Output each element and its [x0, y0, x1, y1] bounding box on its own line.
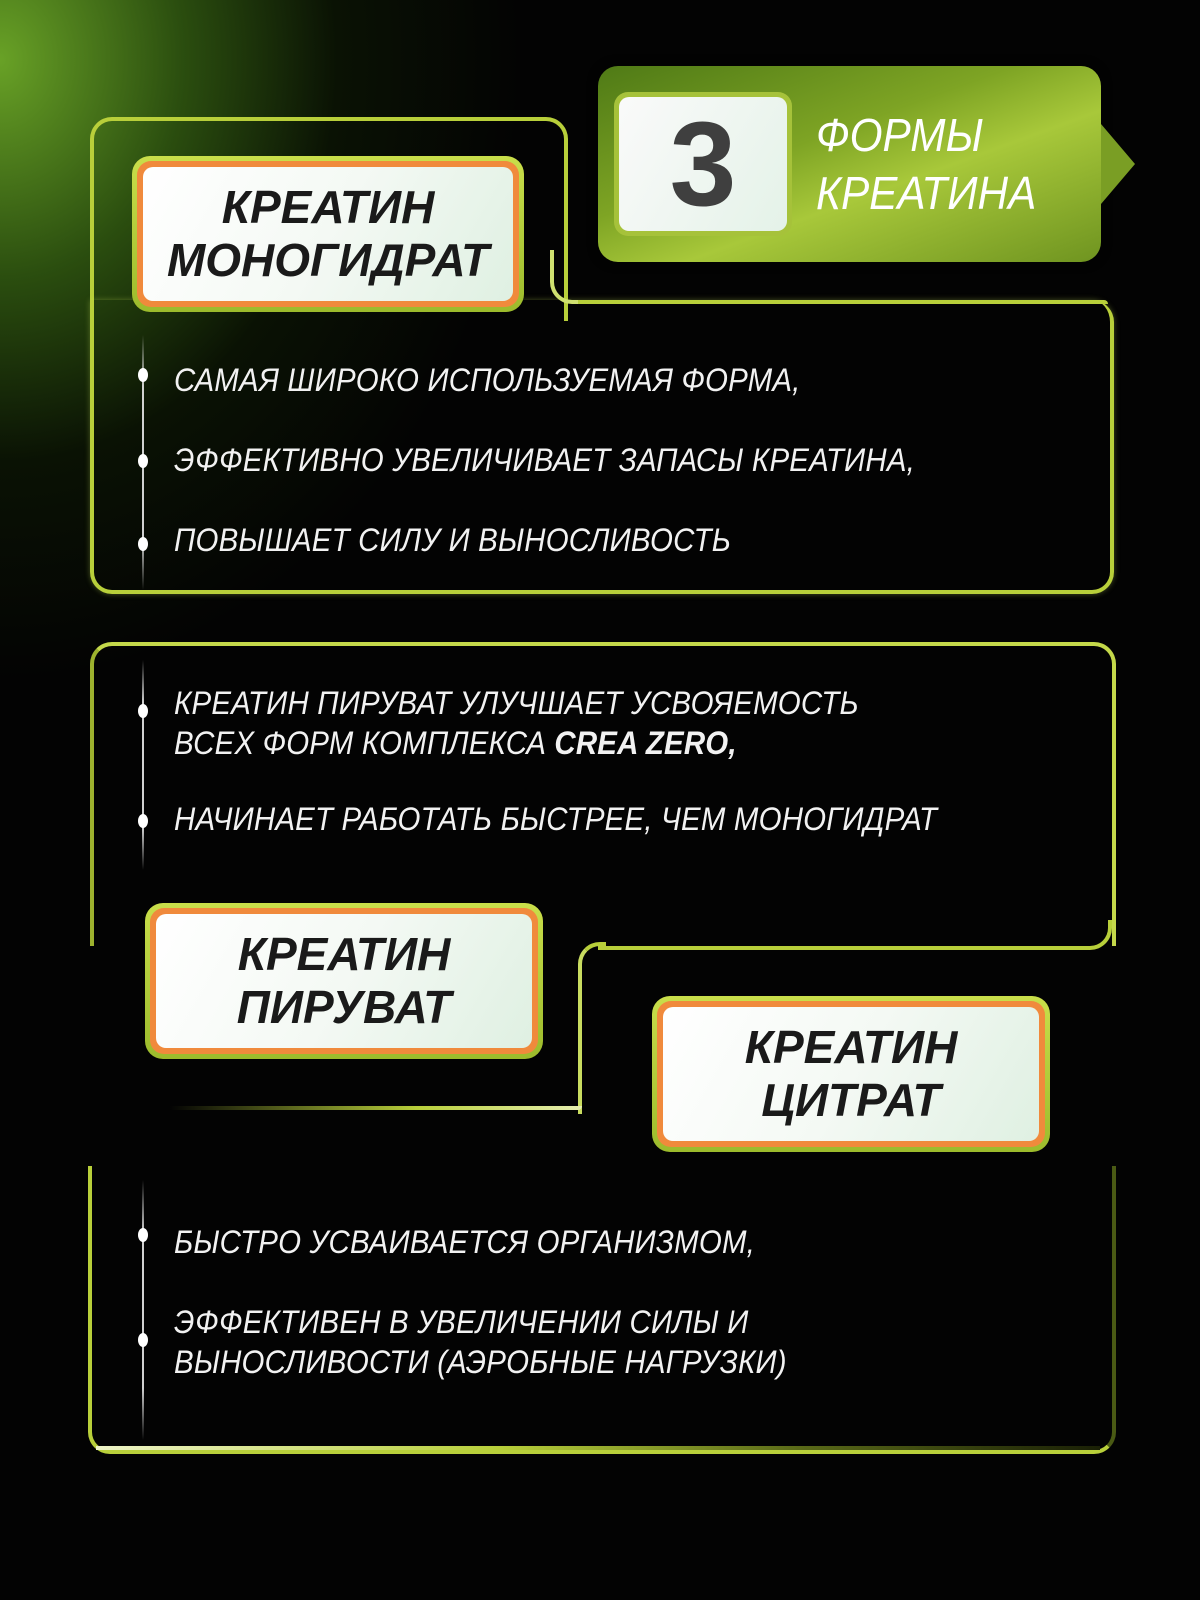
section1-frame-top-right — [578, 300, 1108, 304]
section3-frame-bottom — [96, 1446, 1100, 1450]
badge-monohydrate — [132, 156, 524, 312]
section2-frame-tail — [170, 1106, 582, 1110]
section1-frame-step — [550, 250, 584, 304]
badge-citrate-line2: ЦИТРАТ — [761, 1074, 941, 1126]
badge-pyruvate-line2: ПИРУВАТ — [236, 981, 452, 1033]
section3-bullet-3: ВЫНОСЛИВОСТИ (АЭРОБНЫЕ НАГРУЗКИ) — [174, 1344, 787, 1380]
number-box — [614, 92, 792, 236]
header-number: 3 — [669, 97, 737, 231]
section2-bullet-1: КРЕАТИН ПИРУВАТ УЛУЧШАЕТ УСВОЯЕМОСТЬ — [174, 685, 859, 721]
badge-citrate-line1: КРЕАТИН — [744, 1021, 958, 1074]
header-title-line1: ФОРМЫ — [816, 109, 984, 161]
ribbon-arrow — [1101, 124, 1135, 204]
bullet-dot — [138, 537, 148, 551]
section2-bullet-2 — [174, 723, 737, 763]
badge-monohydrate-line2: МОНОГИДРАТ — [166, 234, 490, 286]
bullet-dot — [138, 454, 148, 468]
section1-bullet-2: ЭФФЕКТИВНО УВЕЛИЧИВАЕТ ЗАПАСЫ КРЕАТИНА, — [174, 442, 916, 478]
badge-pyruvate-line1: КРЕАТИН — [237, 928, 451, 981]
bullet-dot — [138, 1333, 148, 1347]
section2-frame-step — [578, 942, 606, 1114]
section3-bullet-line — [142, 1180, 144, 1440]
section2-bullet-2-text: ВСЕХ ФОРМ КОМПЛЕКСА — [174, 725, 555, 761]
bullet-dot — [138, 704, 148, 718]
bullet-dot — [138, 368, 148, 382]
header-title-line2: КРЕАТИНА — [816, 167, 1037, 219]
section2-frame-bottom-right — [598, 920, 1112, 950]
badge-monohydrate-line1: КРЕАТИН — [221, 181, 435, 234]
badge-pyruvate — [145, 903, 543, 1059]
section1-bullet-1: САМАЯ ШИРОКО ИСПОЛЬЗУЕМАЯ ФОРМА, — [174, 362, 801, 398]
section2-bullet-3: НАЧИНАЕТ РАБОТАТЬ БЫСТРЕЕ, ЧЕМ МОНОГИДРАТ — [174, 801, 938, 837]
section1-bullet-3: ПОВЫШАЕТ СИЛУ И ВЫНОСЛИВОСТЬ — [174, 522, 732, 558]
badge-citrate — [652, 996, 1050, 1152]
brand-name: CREA ZERO, — [554, 725, 737, 761]
header-ribbon — [598, 66, 1101, 262]
bullet-dot — [138, 814, 148, 828]
section3-bullet-1: БЫСТРО УСВАИВАЕТСЯ ОРГАНИЗМОМ, — [174, 1224, 756, 1260]
bullet-dot — [138, 1228, 148, 1242]
section3-bullet-2: ЭФФЕКТИВЕН В УВЕЛИЧЕНИИ СИЛЫ И — [174, 1304, 749, 1340]
section2-bullet-line — [142, 660, 144, 870]
